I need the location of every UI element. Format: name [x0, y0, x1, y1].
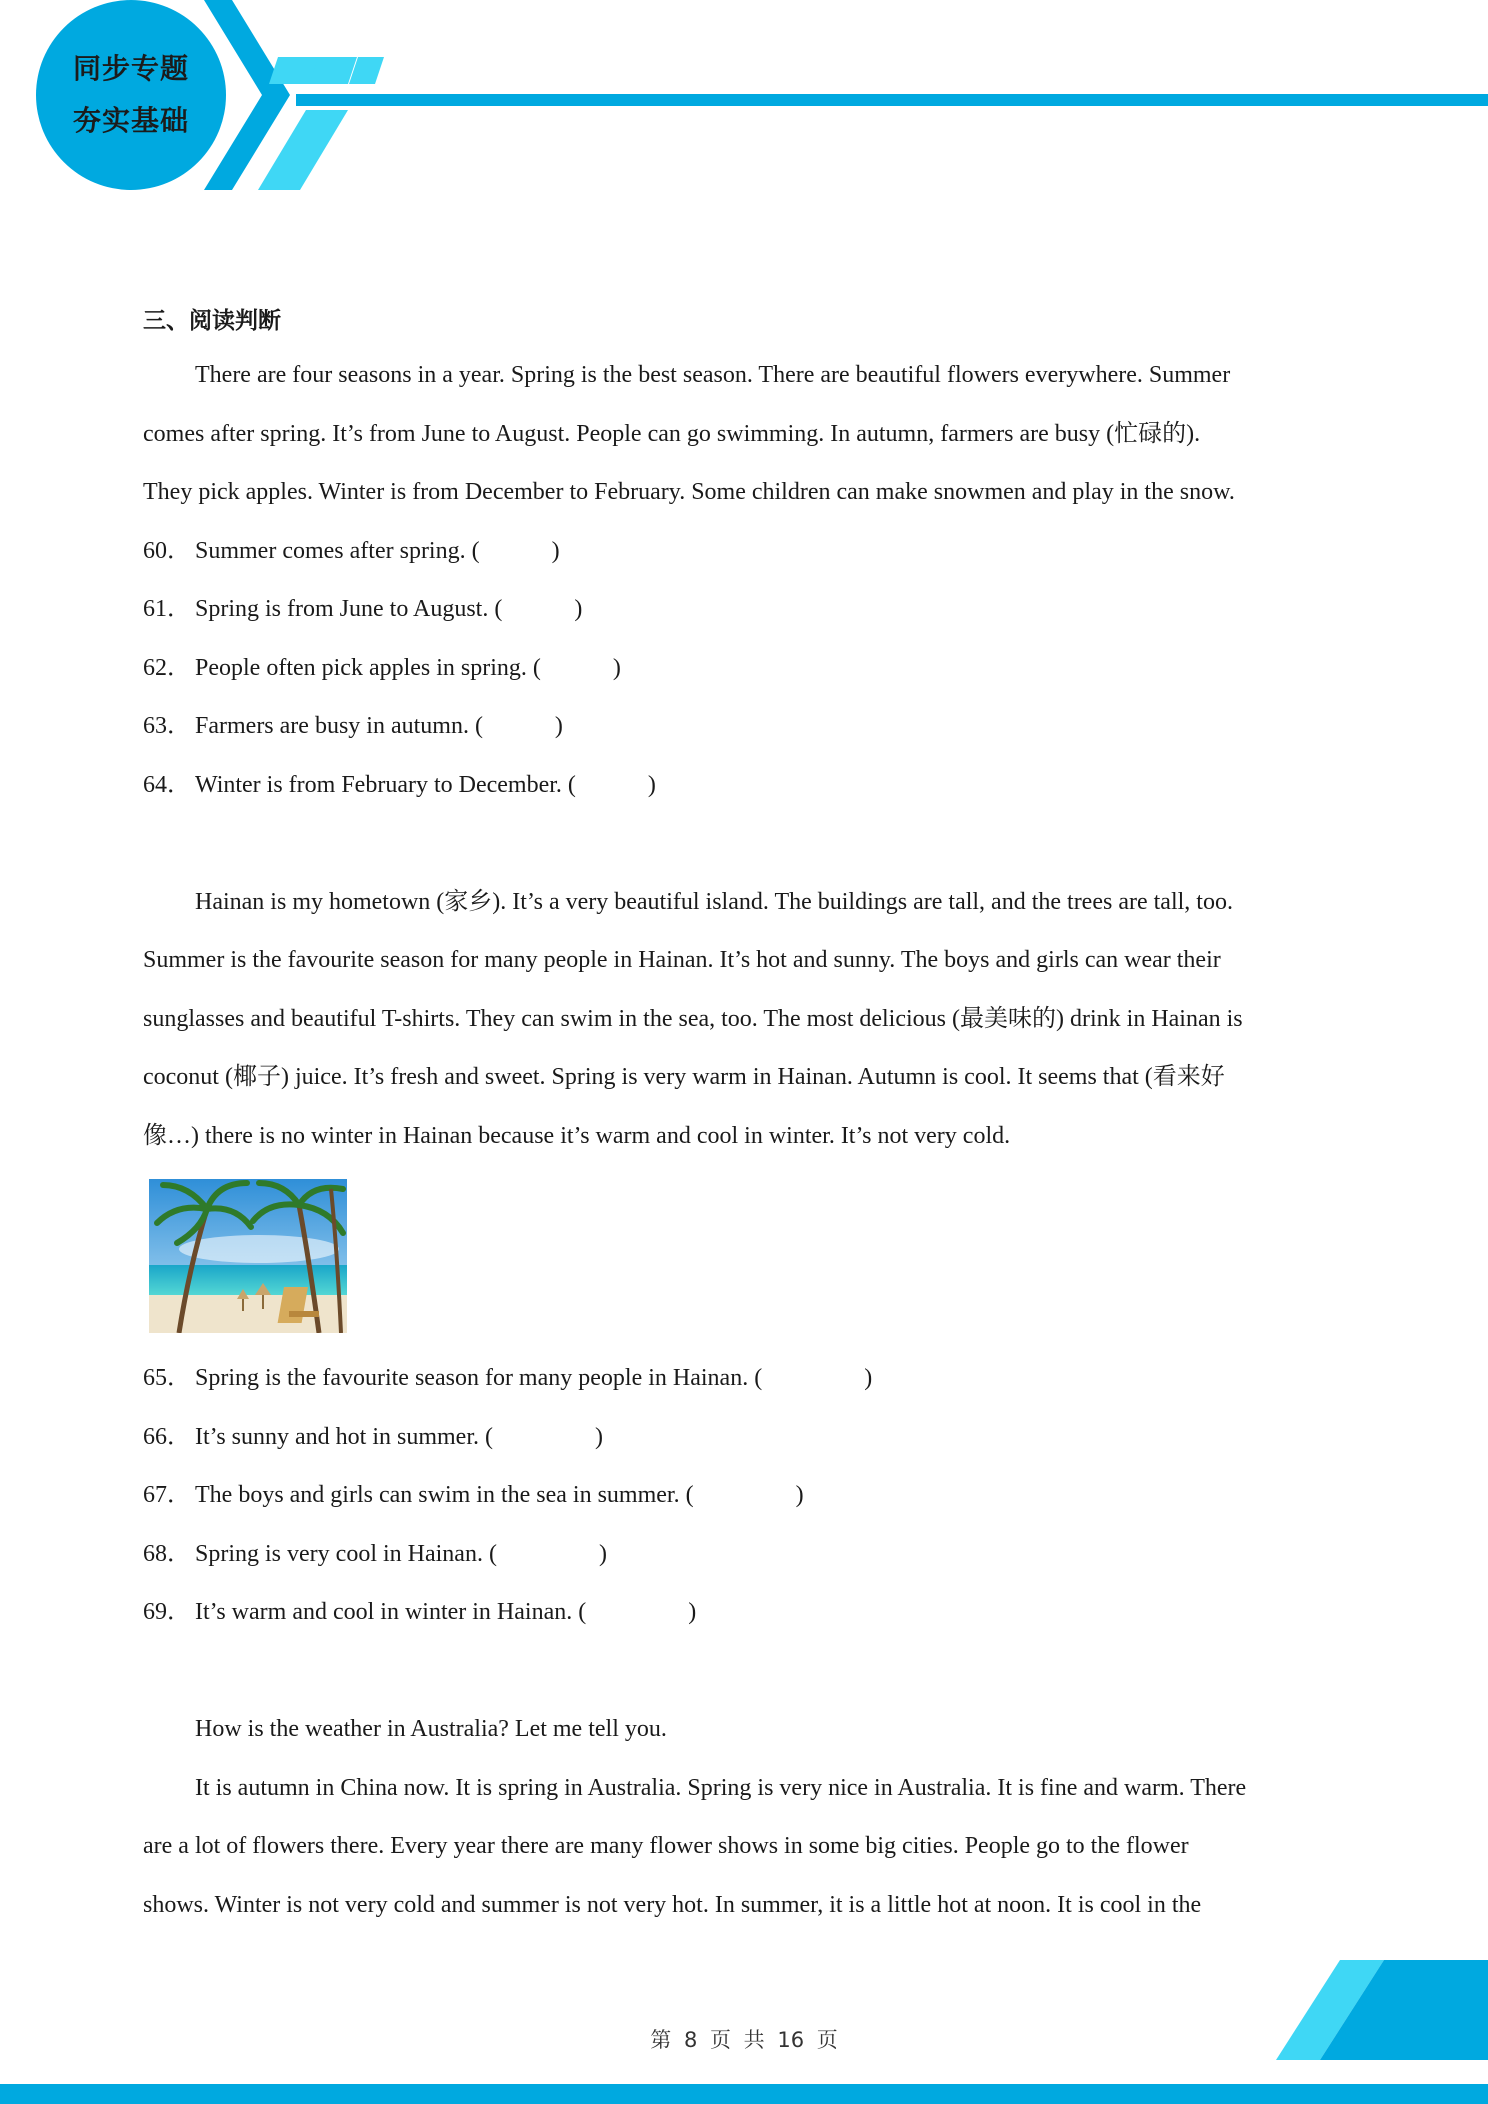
badge-line-1: 同步专题 [72, 52, 189, 85]
passage-line: How is the weather in Australia? Let me tell you. [195, 1716, 667, 1742]
question-item [143, 580, 1353, 639]
question-text[interactable]: Spring is from June to August. ( ) [195, 596, 583, 622]
passage-line: coconut (椰子) juice. It’s fresh and sweet. Spring is very warm in Hainan. Autumn is cool. It seems that (看来好 [143, 1064, 1225, 1090]
question-number: 64． [143, 771, 191, 798]
question-number: 65． [143, 1365, 191, 1391]
passage-line: comes after spring. It’s from June to August. People can go swimming. In autumn, farmers are busy (忙碌的). [143, 420, 1201, 447]
question-item [143, 697, 1353, 756]
page-number: 第 8 页 共 16 页 [650, 2028, 838, 2052]
question-item [143, 1583, 1353, 1642]
passage-line: sunglasses and beautiful T-shirts. They can swim in the sea, too. The most delicious (最美味的) drink in Hainan is [143, 1005, 1243, 1032]
question-text[interactable]: Spring is very cool in Hainan. ( ) [195, 1540, 607, 1567]
question-number: 69． [143, 1599, 191, 1625]
question-item [143, 522, 1353, 581]
question-text[interactable]: Winter is from February to December. ( ) [195, 771, 656, 798]
question-text[interactable]: The boys and girls can swim in the sea in summer. ( ) [195, 1482, 804, 1508]
question-text[interactable]: Spring is the favourite season for many people in Hainan. ( ) [195, 1365, 873, 1391]
page-content [143, 296, 1353, 1934]
section-title: 三、阅读判断 [143, 308, 281, 334]
question-number: 63． [143, 713, 191, 739]
question-text[interactable]: People often pick apples in spring. ( ) [195, 654, 621, 681]
question-item [143, 639, 1353, 698]
question-item [143, 1466, 1353, 1525]
question-item [143, 1349, 1353, 1408]
question-text[interactable]: It’s sunny and hot in summer. ( ) [195, 1423, 603, 1450]
topic-badge [36, 0, 226, 190]
question-number: 60． [143, 537, 191, 564]
question-number: 67． [143, 1482, 191, 1508]
spacer [143, 1642, 1353, 1701]
passage-line: 像…) there is no winter in Hainan because it’s warm and cool in winter. It’s not very cold. [143, 1122, 1011, 1149]
passage-line: Hainan is my hometown (家乡). It’s a very beautiful island. The buildings are tall, and the trees are tall, too. [195, 888, 1233, 915]
badge-line-2: 夯实基础 [72, 104, 189, 137]
question-number: 62． [143, 654, 191, 681]
passage-line: There are four seasons in a year. Spring is the best season. There are beautiful flowers everywhere. Summer [195, 362, 1231, 388]
beach-photo [149, 1179, 347, 1333]
passage-line: They pick apples. Winter is from December to February. Some children can make snowmen and play in the snow. [143, 479, 1235, 505]
passage-line: are a lot of flowers there. Every year there are many flower shows in some big cities. People go to the flower [143, 1833, 1189, 1859]
question-text[interactable]: It’s warm and cool in winter in Hainan. ( ) [195, 1599, 697, 1625]
question-item [143, 756, 1353, 815]
question-number: 66． [143, 1423, 191, 1450]
passage-line: shows. Winter is not very cold and summer is not very hot. In summer, it is a little hot at noon. It is cool in the [143, 1891, 1202, 1918]
question-item [143, 1408, 1353, 1467]
question-item [143, 1525, 1353, 1584]
question-number: 68． [143, 1540, 191, 1567]
question-number: 61． [143, 596, 191, 622]
spacer [143, 814, 1353, 873]
question-text[interactable]: Farmers are busy in autumn. ( ) [195, 713, 563, 739]
question-text[interactable]: Summer comes after spring. ( ) [195, 537, 560, 564]
passage-line: Summer is the favourite season for many people in Hainan. It’s hot and sunny. The boys and girls can wear their [143, 947, 1221, 973]
passage-line: It is autumn in China now. It is spring in Australia. Spring is very nice in Australia. It is fine and warm. There [195, 1774, 1247, 1801]
